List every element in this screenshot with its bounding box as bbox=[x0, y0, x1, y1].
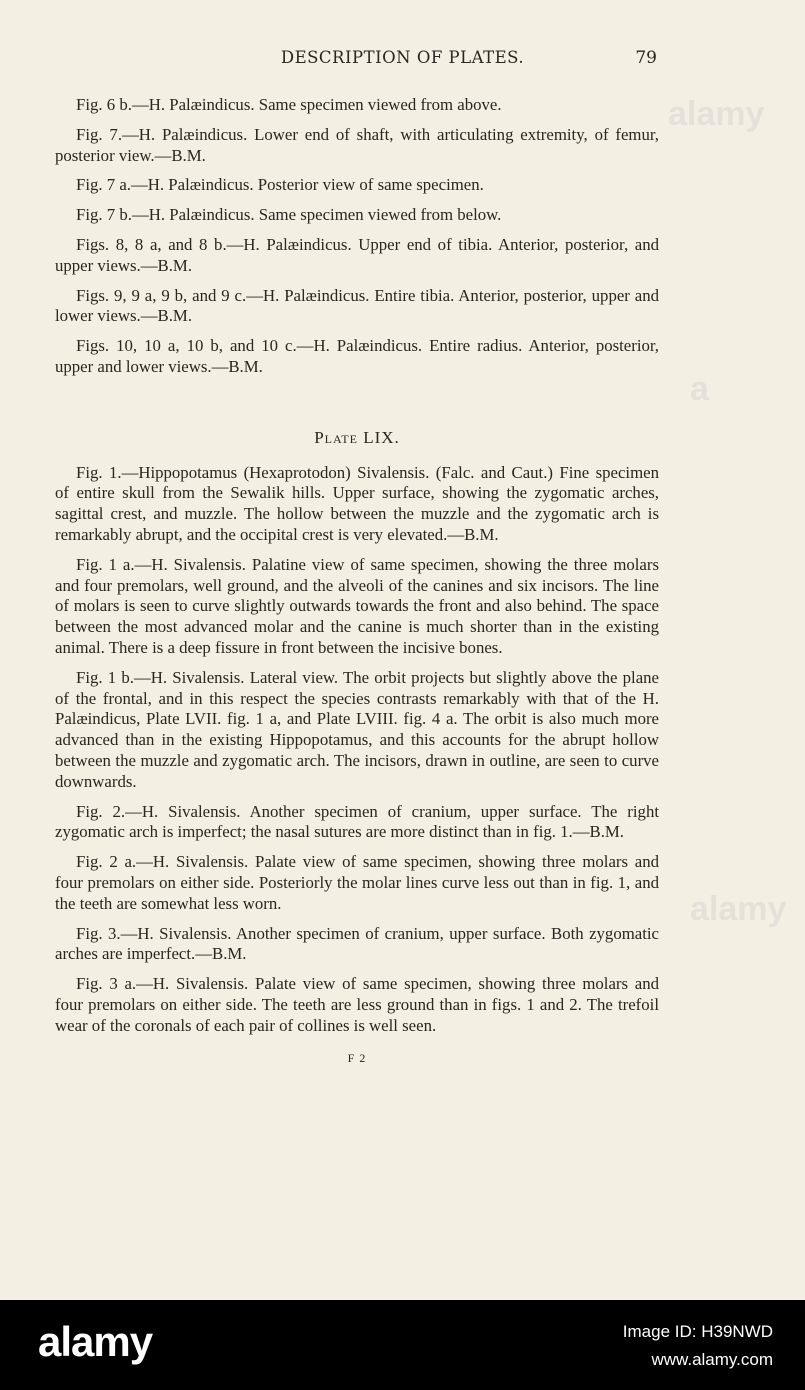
paragraph-figs-10: Figs. 10, 10 a, 10 b, and 10 c.—H. Palæindicus. Entire radius. Anterior, posterior, upper and lower views.—B.M. bbox=[55, 336, 659, 376]
paragraph-plate-fig-3: Fig. 3.—H. Sivalensis. Another specimen of cranium, upper surface. Both zygomatic arches are imperfect.—B.M. bbox=[55, 923, 659, 964]
paragraph-figs-8: Figs. 8, 8 a, and 8 b.—H. Palæindicus. Upper end of tibia. Anterior, posterior, and upper views.—B.M. bbox=[55, 234, 659, 275]
paragraph-plate-fig-3a: Fig. 3 a.—H. Sivalensis. Palate view of same specimen, showing three molars and four premolars on either side. The teeth are less ground than in figs. 1 and 2. The trefoil wear of the coronals of each pair of collines is well seen. bbox=[55, 974, 659, 1035]
watermark-glyph: a bbox=[690, 370, 709, 408]
stock-footer bbox=[0, 1300, 805, 1390]
page-number: 79 bbox=[635, 48, 657, 68]
signature-mark: F 2 bbox=[347, 1051, 367, 1066]
page-header bbox=[0, 48, 805, 78]
watermark-glyph: alamy bbox=[690, 890, 787, 928]
body-text bbox=[55, 95, 659, 1069]
plate-heading: Plate LIX. bbox=[314, 427, 400, 447]
paragraph-fig-7a: Fig. 7 a.—H. Palæindicus. Posterior view of same specimen. bbox=[76, 175, 484, 195]
watermark-glyph: alamy bbox=[668, 95, 765, 133]
paragraph-plate-fig-2: Fig. 2.—H. Sivalensis. Another specimen of cranium, upper surface. The right zygomatic arch is imperfect; the nasal sutures are more distinct than in fig. 1.—B.M. bbox=[55, 801, 659, 842]
alamy-logo: alamy bbox=[38, 1318, 153, 1365]
paragraph-plate-fig-1a: Fig. 1 a.—H. Sivalensis. Palatine view of same specimen, showing the three molars and four premolars, well ground, and the alveoli of the canines and six incisors. The line of molars is seen to curve slightly outwards towards the front and also behind. The space between the most advanced molar and the canine is much shorter than in the existing animal. There is a deep fissure in front between the incisive bones. bbox=[55, 554, 659, 657]
paragraph-plate-fig-1b: Fig. 1 b.—H. Sivalensis. Lateral view. The orbit projects but slightly above the plane of the frontal, and in this respect the species contrasts remarkably with that of the H. Palæindicus, Plate LVII. fig. 1 a, and Plate LVIII. fig. 4 a. The orbit is also much more advanced than in the existing Hippopotamus, and this accounts for the abrupt hollow between the muzzle and zygomatic arch. The incisors, drawn in outline, are seen to curve downwards. bbox=[55, 667, 659, 791]
site-url: www.alamy.com bbox=[651, 1350, 773, 1369]
running-head: DESCRIPTION OF PLATES. bbox=[280, 48, 525, 67]
paragraph-fig-6b: Fig. 6 b.—H. Palæindicus. Same specimen viewed from above. bbox=[76, 95, 502, 114]
paragraph-plate-fig-1: Fig. 1.—Hippopotamus (Hexaprotodon) Sivalensis. (Falc. and Caut.) Fine specimen of entire skull from the Sewalik hills. Upper surface, showing the zygomatic arches, sagittal crest, and muzzle. The hollow between the muzzle and the zygomatic arch is remarkably abrupt, and the occipital crest is very elevated.—B.M. bbox=[55, 462, 659, 544]
image-id: Image ID: H39NWD bbox=[622, 1322, 773, 1341]
paragraph-fig-7: Fig. 7.—H. Palæindicus. Lower end of shaft, with articulating extremity, of femur, posterior view.—B.M. bbox=[55, 124, 659, 165]
paragraph-figs-9: Figs. 9, 9 a, 9 b, and 9 c.—H. Palæindicus. Entire tibia. Anterior, posterior, upper and lower views.—B.M. bbox=[55, 285, 659, 326]
paragraph-plate-fig-2a: Fig. 2 a.—H. Sivalensis. Palate view of same specimen, showing three molars and four premolars on either side. Posteriorly the molar lines curve less out than in fig. 1, and the teeth are somewhat less worn. bbox=[55, 852, 659, 913]
paragraph-fig-7b: Fig. 7 b.—H. Palæindicus. Same specimen viewed from below. bbox=[76, 205, 502, 225]
